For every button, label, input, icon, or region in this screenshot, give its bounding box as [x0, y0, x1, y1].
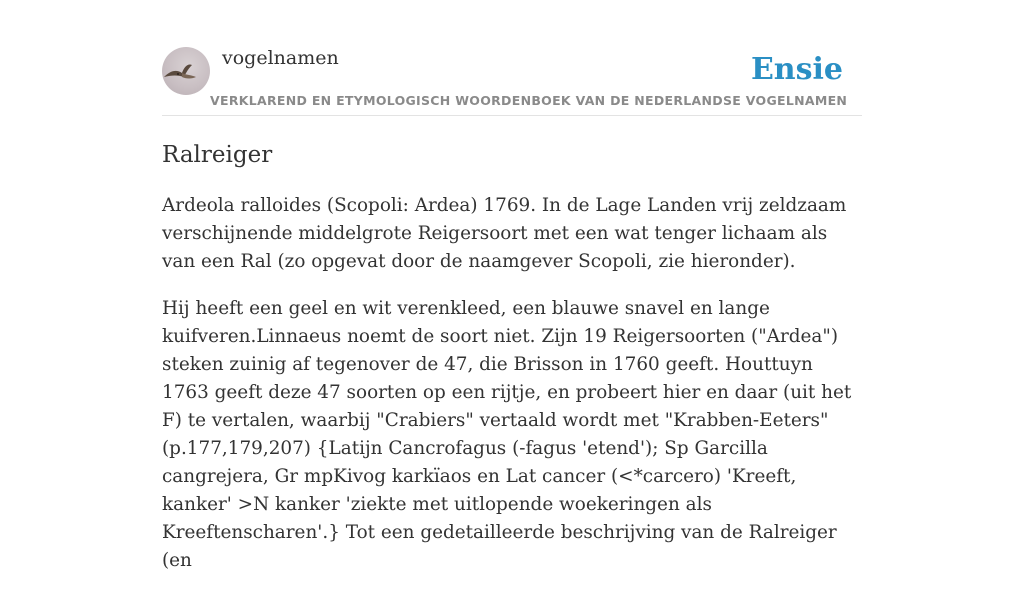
header-divider — [162, 115, 862, 116]
entry-content — [162, 192, 864, 594]
site-name[interactable]: vogelnamen — [222, 47, 339, 69]
entry-paragraph: Hij heeft een geel en wit verenkleed, een blauwe snavel en lange kuifveren.Linnaeus noemt de soort niet. Zijn 19 Reigersoorten ("Ardea") steken zuinig af tegenover de 47, die Brisson in 1760 geeft. Houttuyn 1763 geeft deze 47 soorten op een rijtje, en probeert hier en daar (uit het F) te vertalen, waarbij "Crabiers" vertaald wordt met "Krabben-Eeters" (p.177,179,207) {Latijn Cancrofagus (-fagus 'etend'); Sp Garcilla cangrejera, Gr mpKivog karkïaos en Lat cancer (<*carcero) 'Kreeft, kanker' >N kanker 'ziekte met uitlopende woekeringen als Kreeftenscharen'.} Tot een gedetailleerde beschrijving van de Ralreiger (en — [162, 298, 852, 571]
entry-title: Ralreiger — [162, 142, 273, 168]
bird-icon — [162, 47, 210, 95]
brand-logo[interactable]: Ensie — [750, 52, 843, 87]
site-avatar[interactable] — [162, 47, 210, 95]
entry-paragraph: Ardeola ralloides (Scopoli: Ardea) 1769. In de Lage Landen vrij zeldzaam verschijnende middelgrote Reigersoort met een wat tenger lichaam als van een Ral (zo opgevat door de naamgever Scopoli, zie hieronder). — [162, 195, 847, 272]
site-subtitle: VERKLAREND EN ETYMOLOGISCH WOORDENBOEK VAN DE NEDERLANDSE VOGELNAMEN — [210, 93, 848, 108]
